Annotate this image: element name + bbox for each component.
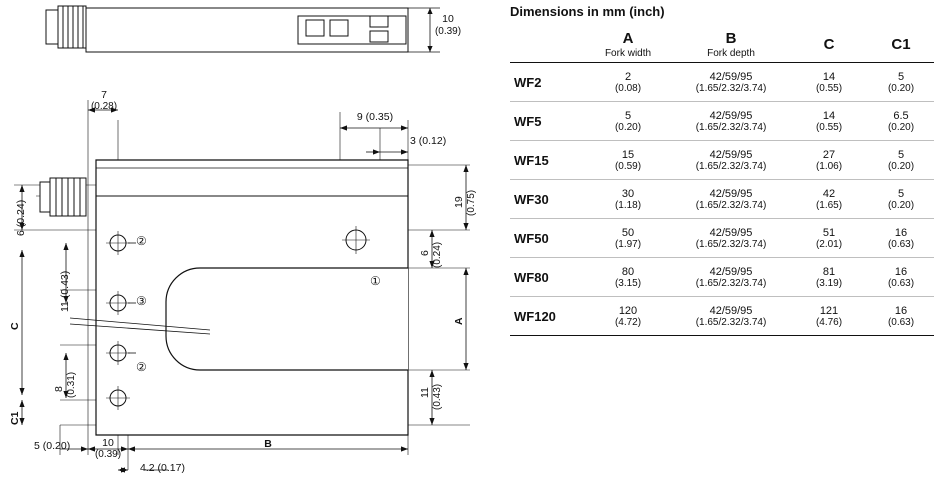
table-row: [510, 258, 934, 297]
cell-a-in: (0.20): [614, 121, 642, 133]
dim-9: [340, 125, 408, 130]
row-model: WF30: [510, 180, 584, 219]
row-model: WF50: [510, 219, 584, 258]
cell-a-in: (4.72): [614, 316, 642, 328]
cell-c-mm: 14: [822, 70, 836, 83]
cell-c1-mm: 6.5: [893, 109, 909, 122]
cell-c-mm: 27: [822, 148, 836, 161]
table-row: [510, 180, 934, 219]
dimensions-table: [510, 26, 934, 336]
row-model: WF120: [510, 297, 584, 336]
cell-b-in: (1.65/2.32/3.74): [695, 82, 767, 94]
cell-b-in: (1.65/2.32/3.74): [695, 199, 767, 211]
label-dim-11-right: 11: [419, 387, 431, 398]
row-model: WF2: [510, 63, 584, 102]
cell-c-in: (1.65): [815, 199, 843, 211]
label-dim-3: 3 (0.12): [410, 135, 447, 147]
cell-a-in: (1.18): [614, 199, 642, 211]
cell-c1-mm: 5: [897, 148, 905, 161]
cell-c1: [868, 63, 934, 102]
label-dim-10: 10: [102, 437, 114, 449]
cell-a-in: (0.59): [614, 160, 642, 172]
top-height-label-2: (0.39): [434, 26, 462, 37]
cell-c1-in: (0.63): [887, 316, 915, 328]
cell-b-mm: 42/59/95: [709, 109, 753, 122]
label-dim-A: A: [453, 317, 465, 325]
cell-c1: [868, 297, 934, 336]
header-a-label: A: [622, 29, 634, 47]
header-c1: [868, 26, 934, 63]
label-dim-7-inch: (0.28): [90, 101, 118, 112]
table-row: [510, 141, 934, 180]
cell-c1-in: (0.20): [887, 121, 915, 133]
top-view-connector: [46, 6, 86, 48]
header-c1-label: C1: [891, 35, 911, 53]
cell-c: [790, 258, 868, 297]
header-model: [510, 26, 584, 63]
cell-c-mm: 121: [819, 304, 839, 317]
header-b-sub: Fork depth: [707, 47, 755, 59]
row-model: WF15: [510, 141, 584, 180]
cell-b-mm: 42/59/95: [709, 148, 753, 161]
table-row: [510, 219, 934, 258]
cell-a-in: (3.15): [614, 277, 642, 289]
cell-a-mm: 2: [624, 70, 632, 83]
cell-b-in: (1.65/2.32/3.74): [695, 316, 767, 328]
header-a-sub: Fork width: [604, 47, 652, 59]
cell-c1-in: (0.63): [887, 238, 915, 250]
cell-b-in: (1.65/2.32/3.74): [695, 121, 767, 133]
header-a: [584, 26, 672, 63]
table-row: [510, 297, 934, 336]
label-dim-11-right-inch: (0.43): [432, 383, 443, 410]
label-dim-9: 9 (0.35): [356, 111, 394, 123]
row-model: WF5: [510, 102, 584, 141]
cell-b: [672, 297, 790, 336]
cell-a: [584, 102, 672, 141]
header-b: [672, 26, 790, 63]
label-dim-19-inch: (0.75): [466, 189, 477, 216]
cell-c: [790, 297, 868, 336]
cell-c-in: (0.55): [815, 82, 843, 94]
cell-a-mm: 15: [621, 148, 635, 161]
label-dim-8-inch: (0.31): [66, 371, 77, 398]
cell-c1: [868, 180, 934, 219]
cell-c: [790, 219, 868, 258]
cell-c1: [868, 102, 934, 141]
cell-c1-in: (0.63): [887, 277, 915, 289]
table-row: [510, 102, 934, 141]
label-dim-7: 7: [101, 89, 107, 101]
header-b-label: B: [725, 29, 737, 47]
label-dim-19: 19: [453, 196, 465, 208]
cell-b-mm: 42/59/95: [709, 265, 753, 278]
cell-c1-mm: 16: [894, 265, 908, 278]
cell-a-mm: 5: [624, 109, 632, 122]
cell-c-in: (1.06): [815, 160, 843, 172]
label-dim-5: 5 (0.20): [34, 440, 71, 452]
cell-c-in: (2.01): [815, 238, 843, 250]
label-dim-10-inch: (0.39): [94, 449, 122, 460]
label-dim-C1: C1: [9, 411, 21, 425]
cell-c1-in: (0.20): [887, 160, 915, 172]
label-dim-6-right-inch: (0.24): [432, 241, 443, 268]
cell-c-in: (3.19): [815, 277, 843, 289]
cell-c1-in: (0.20): [887, 199, 915, 211]
label-dim-6-left: 6 (0.24): [15, 199, 27, 236]
row-model: WF80: [510, 258, 584, 297]
callout-2a: ②: [136, 234, 147, 248]
cell-c1: [868, 258, 934, 297]
cell-b-mm: 42/59/95: [709, 187, 753, 200]
top-height-label-1: 10: [442, 13, 454, 25]
cell-c1: [868, 141, 934, 180]
cell-c: [790, 180, 868, 219]
header-c: [790, 26, 868, 63]
cell-a-mm: 50: [621, 226, 635, 239]
cell-b-in: (1.65/2.32/3.74): [695, 238, 767, 250]
cell-b: [672, 102, 790, 141]
cell-b-mm: 42/59/95: [709, 70, 753, 83]
label-dim-8: 8: [53, 386, 65, 392]
cell-a-in: (1.97): [614, 238, 642, 250]
cell-c1-mm: 5: [897, 70, 905, 83]
cell-c-mm: 51: [822, 226, 836, 239]
cell-b: [672, 141, 790, 180]
cell-a: [584, 297, 672, 336]
cell-c-mm: 42: [822, 187, 836, 200]
cell-a-mm: 80: [621, 265, 635, 278]
cell-c-in: (0.55): [815, 121, 843, 133]
cell-c1-mm: 16: [894, 226, 908, 239]
cell-b: [672, 258, 790, 297]
cell-c1: [868, 219, 934, 258]
cell-a: [584, 63, 672, 102]
cell-a-mm: 120: [618, 304, 638, 317]
callout-1: ①: [370, 274, 381, 288]
cell-c: [790, 102, 868, 141]
callout-3: ③: [136, 294, 147, 308]
cell-a: [584, 180, 672, 219]
cell-c-in: (4.76): [815, 316, 843, 328]
header-c-label: C: [823, 35, 835, 53]
cell-c-mm: 14: [822, 109, 836, 122]
cell-c: [790, 141, 868, 180]
cell-c: [790, 63, 868, 102]
dimensions-panel: [505, 0, 940, 486]
dim-3: [366, 149, 408, 154]
table-title: Dimensions in mm (inch): [510, 4, 665, 19]
cell-c-mm: 81: [822, 265, 836, 278]
cell-a: [584, 258, 672, 297]
table-header-row: [510, 26, 934, 63]
cell-b-mm: 42/59/95: [709, 304, 753, 317]
cell-b: [672, 219, 790, 258]
side-view-connector: [40, 178, 86, 216]
label-dim-C: C: [9, 322, 21, 330]
cell-b: [672, 180, 790, 219]
table-row: [510, 63, 934, 102]
cell-c1-in: (0.20): [887, 82, 915, 94]
label-dim-4-2: 4.2 (0.17): [140, 462, 185, 474]
label-dim-B: B: [264, 438, 272, 450]
cell-b-in: (1.65/2.32/3.74): [695, 160, 767, 172]
cell-a-in: (0.08): [614, 82, 642, 94]
label-dim-6-right: 6: [419, 250, 431, 256]
cell-a-mm: 30: [621, 187, 635, 200]
cell-c1-mm: 5: [897, 187, 905, 200]
callout-2b: ②: [136, 360, 147, 374]
cell-a: [584, 141, 672, 180]
cell-b: [672, 63, 790, 102]
cell-c1-mm: 16: [894, 304, 908, 317]
cell-a: [584, 219, 672, 258]
cell-b-in: (1.65/2.32/3.74): [695, 277, 767, 289]
label-dim-11-left: 11 (0.43): [59, 270, 71, 312]
cell-b-mm: 42/59/95: [709, 226, 753, 239]
